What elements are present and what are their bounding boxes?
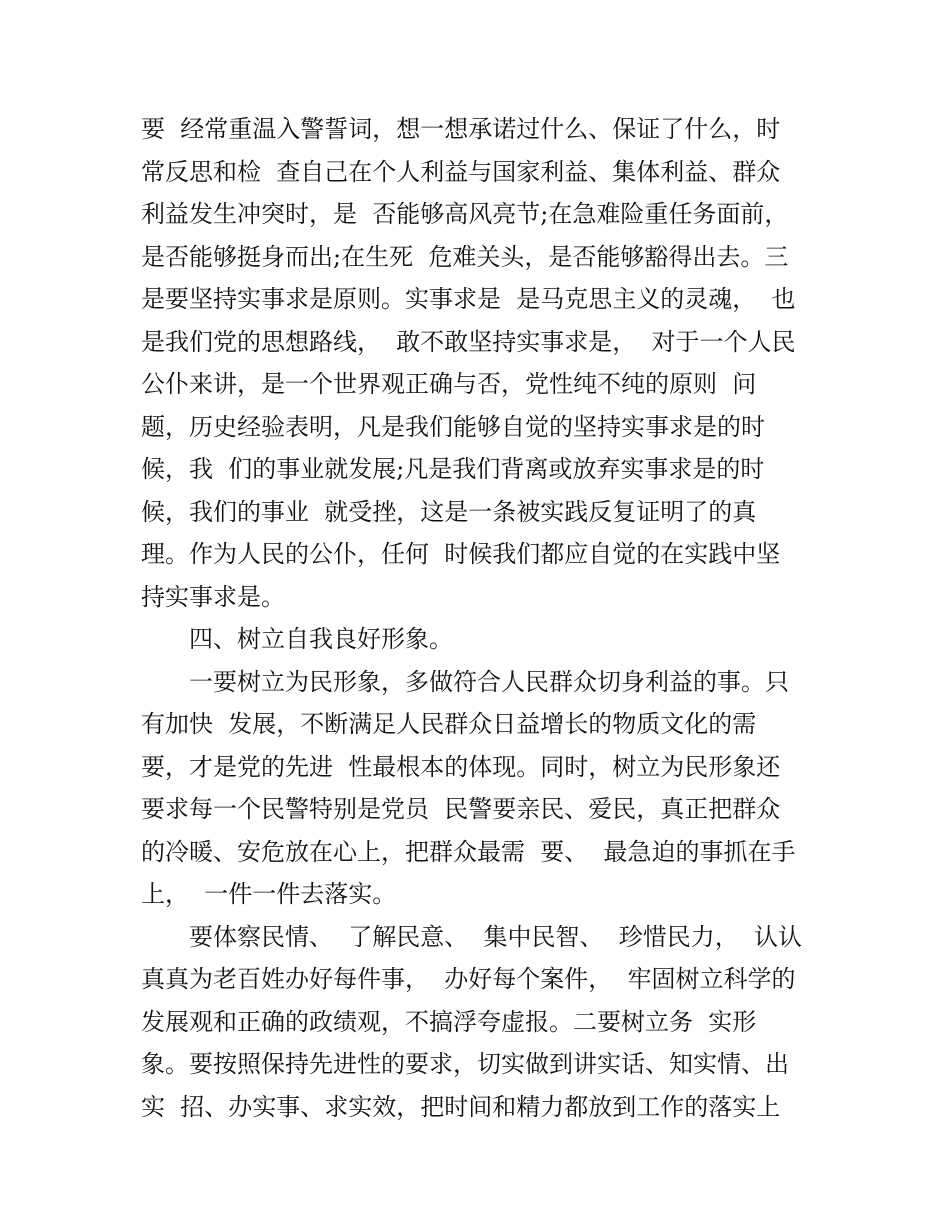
text-line: 发展观和正确的政绩观，不搞浮夸虚报。二要树立务 实形	[141, 1007, 757, 1036]
text-line: 要 经常重温入警誓词，想一想承诺过什么、保证了什么，时	[141, 115, 781, 143]
text-line: 有加快 发展，不断满足人民群众日益增长的物质文化的需	[141, 710, 757, 738]
text-line: 是要坚持实事求是原则。实事求是 是马克思主义的灵魂， 也	[141, 285, 796, 313]
text-line: 理。作为人民的公仆，任何 时候我们都应自觉的在实践中坚	[141, 540, 781, 568]
text-line: 一要树立为民形象，多做符合人民群众切身利益的事。只	[189, 667, 789, 696]
body-text	[141, 108, 813, 1128]
text-line: 常反思和检 查自己在个人利益与国家利益、集体利益、群众	[141, 157, 781, 186]
text-line: 是否能够挺身而出;在生死 危难关头，是否能够豁得出去。三	[141, 242, 789, 271]
text-line: 候，我 们的事业就发展;凡是我们背离或放弃实事求是的时	[141, 455, 765, 483]
text-line: 的冷暖、安危放在心上，把群众最需 要、 最急迫的事抓在手	[141, 837, 796, 866]
text-line: 象。要按照保持先进性的要求，切实做到讲实话、知实情、出	[141, 1050, 789, 1078]
text-line: 候，我们的事业 就受挫，这是一条被实践反复证明了的真	[141, 497, 757, 526]
text-line: 实 招、办实事、求实效，把时间和精力都放到工作的落实上	[141, 1092, 781, 1121]
section-heading: 四、树立自我良好形象。	[189, 625, 453, 653]
text-line: 利益发生冲突时，是 否能够高风亮节;在急难险重任务面前，	[141, 200, 789, 228]
text-line: 要体察民情、 了解民意、 集中民智、 珍惜民力， 认认	[189, 922, 803, 951]
text-line: 题，历史经验表明，凡是我们能够自觉的坚持实事求是的时	[141, 412, 765, 441]
text-line: 公仆来讲，是一个世界观正确与否，党性纯不纯的原则 问	[141, 370, 757, 398]
text-line: 要求每一个民警特别是党员 民警要亲民、爱民，真正把群众	[141, 795, 781, 823]
text-line: 是我们党的思想路线， 敢不敢坚持实事求是， 对于一个人民	[141, 327, 796, 356]
text-line: 上， 一件一件去落实。	[141, 880, 397, 908]
text-line: 真真为老百姓办好每件事， 办好每个案件， 牢固树立科学的	[141, 965, 796, 993]
text-line: 持实事求是。	[141, 582, 285, 611]
text-line: 要，才是党的先进 性最根本的体现。同时，树立为民形象还	[141, 752, 781, 781]
